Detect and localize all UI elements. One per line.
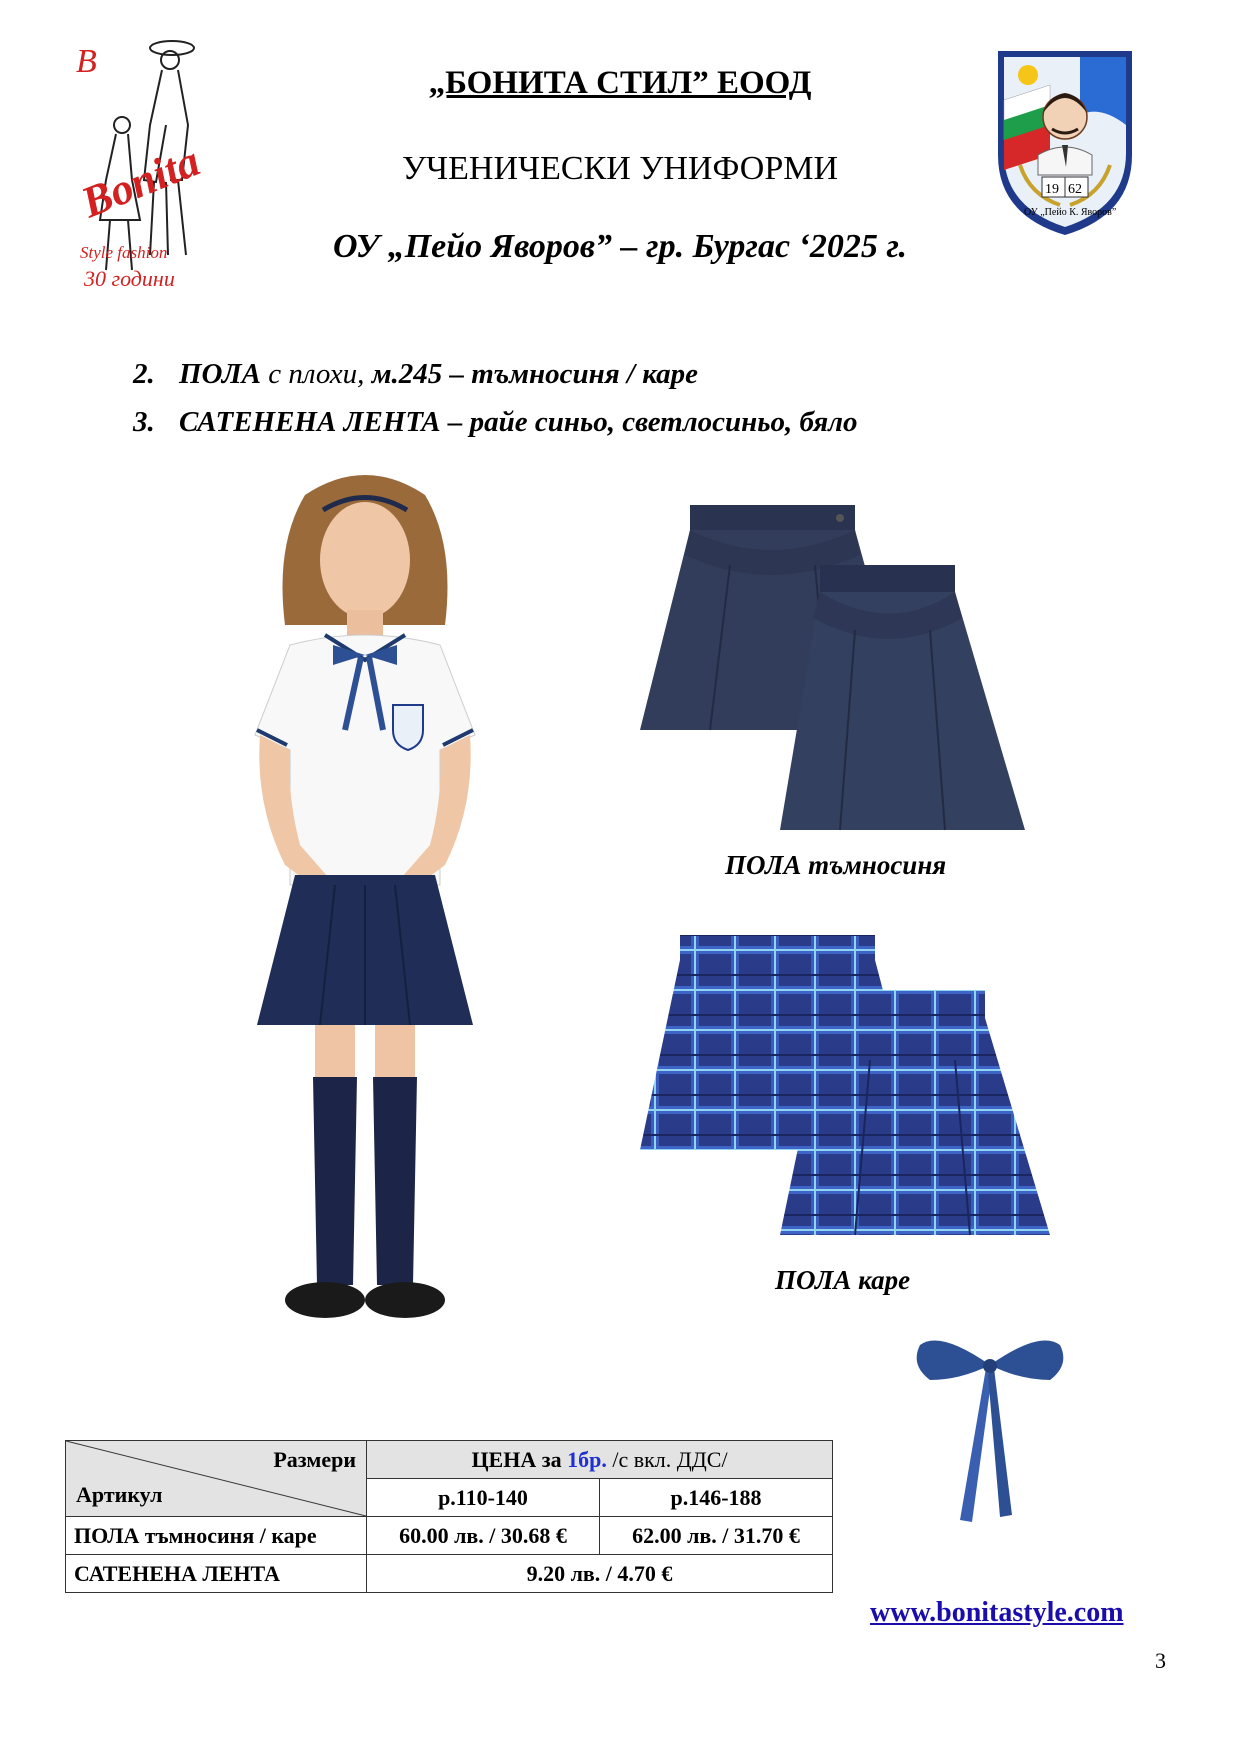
item-name: ПОЛА bbox=[179, 358, 262, 390]
table-row bbox=[66, 1517, 833, 1555]
price-header bbox=[367, 1441, 833, 1479]
item-detail: с плохи, bbox=[261, 358, 365, 390]
school-emblem bbox=[990, 45, 1140, 240]
price-header-qty: 1бр. bbox=[567, 1446, 607, 1472]
item-number: 3. bbox=[133, 406, 155, 438]
price-cell: 9.20 лв. / 4.70 € bbox=[367, 1555, 833, 1593]
brand-letter: B bbox=[76, 43, 97, 80]
list-item bbox=[133, 358, 698, 391]
girl-uniform-photo bbox=[215, 465, 515, 1465]
article-header: Артикул bbox=[76, 1482, 163, 1507]
price-table bbox=[65, 1440, 833, 1593]
sun-icon bbox=[1018, 65, 1038, 85]
item-name: САТЕНЕНА ЛЕНТА bbox=[179, 406, 441, 438]
company-name: „БОНИТА СТИЛ” ЕООД bbox=[428, 65, 812, 101]
brand-years: 30 години bbox=[84, 266, 175, 291]
brand-name: Bonita bbox=[74, 136, 207, 228]
price-header-vat: /с вкл. ДДС/ bbox=[606, 1446, 728, 1472]
price-cell: 60.00 лв. / 30.68 € bbox=[367, 1517, 600, 1555]
bonita-brand-logo bbox=[70, 30, 220, 330]
table-corner-cell bbox=[66, 1441, 367, 1517]
price-cell: 62.00 лв. / 31.70 € bbox=[600, 1517, 833, 1555]
emblem-ribbon-text: ОУ „Пейо К. Яворов” bbox=[1024, 207, 1117, 218]
table-row bbox=[66, 1441, 833, 1479]
size-column-header: р.146-188 bbox=[600, 1479, 833, 1517]
item-rest: – райе синьо, светлосиньо, бяло bbox=[440, 406, 858, 438]
navy-skirt-photo bbox=[630, 500, 1110, 845]
website-link[interactable]: www.bonitastyle.com bbox=[870, 1597, 1124, 1628]
check-skirt-photo bbox=[635, 930, 1100, 1245]
sizes-header: Размери bbox=[273, 1447, 356, 1472]
table-row bbox=[66, 1555, 833, 1593]
item-number: 2. bbox=[133, 358, 155, 390]
school-name: ОУ „Пейо Яворов” – гр. Бургас ‘2025 г. bbox=[333, 228, 907, 265]
size-column-header: р.110-140 bbox=[367, 1479, 600, 1517]
brand-tagline: Style fashion bbox=[80, 243, 168, 262]
article-cell: ПОЛА тъмносиня / каре bbox=[66, 1517, 367, 1555]
page-number: 3 bbox=[1155, 1648, 1166, 1673]
satin-ribbon-photo bbox=[900, 1320, 1080, 1530]
price-header-label: ЦЕНА за bbox=[471, 1446, 568, 1472]
emblem-year-left: 19 bbox=[1045, 182, 1059, 197]
document-title: УЧЕНИЧЕСКИ УНИФОРМИ bbox=[401, 150, 839, 187]
item-rest: м.245 – тъмносиня / каре bbox=[364, 358, 699, 390]
article-cell: САТЕНЕНА ЛЕНТА bbox=[66, 1555, 367, 1593]
navy-skirt-caption: ПОЛА тъмносиня bbox=[725, 850, 947, 880]
list-item bbox=[133, 406, 858, 439]
emblem-year-right: 62 bbox=[1068, 182, 1082, 197]
check-skirt-caption: ПОЛА каре bbox=[775, 1265, 911, 1295]
